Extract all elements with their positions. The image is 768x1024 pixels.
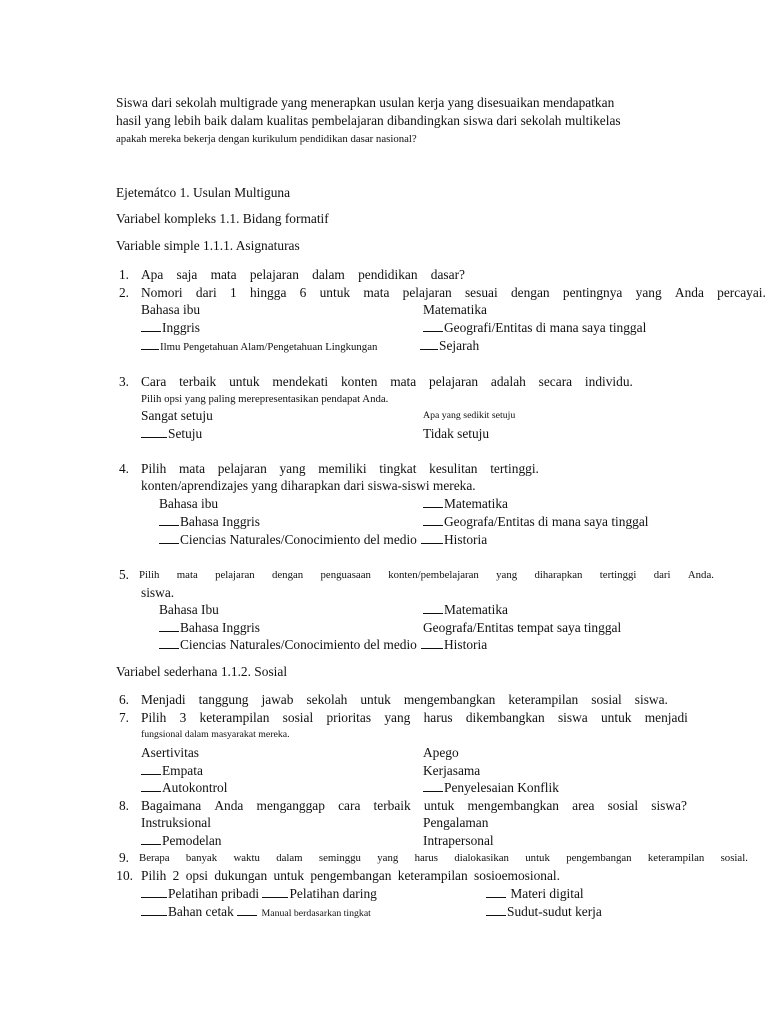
option-item[interactable]: Pengalaman <box>423 815 489 830</box>
option-item[interactable]: Instruksional <box>141 815 211 830</box>
answer-blank[interactable] <box>423 602 443 614</box>
answer-blank[interactable] <box>237 904 257 916</box>
answer-blank[interactable] <box>141 886 167 898</box>
option-item[interactable]: Matematika <box>423 302 487 317</box>
option-item[interactable]: Geografa/Entitas di mana saya tinggal <box>423 514 649 530</box>
question-2-text: Nomori dari 1 hingga 6 untuk mata pelajaran sesuai dengan pentingnya yang Anda percayai. <box>141 285 766 300</box>
answer-blank[interactable] <box>159 620 179 632</box>
question-7-text: Pilih 3 keterampilan sosial prioritas yang harus dikembangkan siswa untuk menjadi <box>141 710 688 725</box>
option-item[interactable]: Materi digital <box>486 886 584 902</box>
answer-blank[interactable] <box>486 904 506 916</box>
intro-line-1: Siswa dari sekolah multigrade yang menerapkan usulan kerja yang disesuaikan mendapatkan <box>116 95 615 110</box>
question-number: 8. <box>118 798 129 813</box>
option-item[interactable]: Asertivitas <box>141 745 200 760</box>
option-item[interactable]: Bahasa ibu <box>141 302 201 317</box>
option-item[interactable]: Sejarah <box>420 338 479 354</box>
question-4-subtext: konten/aprendizajes yang diharapkan dari siswa-siswi mereka. <box>141 478 476 493</box>
option-item[interactable]: Geografa/Entitas tempat saya tinggal <box>423 620 622 635</box>
answer-blank[interactable] <box>141 780 161 792</box>
option-item[interactable]: Bahasa Inggris <box>159 620 260 636</box>
question-number: 4. <box>118 461 129 476</box>
question-9-text: Berapa banyak waktu dalam seminggu yang harus dialokasikan untuk pengembangan keterampilan sosial. <box>139 852 748 864</box>
question-5-text: Pilih mata pelajaran dengan penguasaan konten/pembelajaran yang diharapkan tertinggi dari Anda. <box>139 569 714 581</box>
intro-line-3: apakah mereka bekerja dengan kurikulum pendidikan dasar nasional? <box>116 133 417 145</box>
option-item[interactable]: Pelatihan pribadi Pelatihan daring <box>141 886 377 902</box>
answer-blank[interactable] <box>420 338 438 350</box>
option-item[interactable]: Historia <box>421 532 487 548</box>
question-7-subtext: fungsional dalam masyarakat mereka. <box>141 729 290 740</box>
option-item[interactable]: Inggris <box>141 320 200 336</box>
question-number: 7. <box>118 710 129 725</box>
answer-blank[interactable] <box>159 532 179 544</box>
option-item[interactable]: Kerjasama <box>423 763 481 778</box>
social-variable-heading: Variabel sederhana 1.1.2. Sosial <box>116 664 288 679</box>
option-item[interactable]: Historia <box>421 637 487 653</box>
option-item[interactable]: Intrapersonal <box>423 833 494 848</box>
answer-blank[interactable] <box>423 320 443 332</box>
option-item[interactable]: Bahasa Ibu <box>159 602 219 617</box>
question-number: 6. <box>118 692 129 707</box>
question-6-text: Menjadi tanggung jawab sekolah untuk mengembangkan keterampilan sosial siswa. <box>141 692 668 707</box>
option-item[interactable]: Ilmu Pengetahuan Alam/Pengetahuan Lingkungan <box>141 338 377 355</box>
question-number: 3. <box>118 374 129 389</box>
option-item[interactable]: Empata <box>141 763 203 779</box>
option-item[interactable]: Sudut-sudut kerja <box>486 904 602 920</box>
question-5-subtext: siswa. <box>141 585 175 600</box>
answer-blank[interactable] <box>159 514 179 526</box>
question-3-subtext: Pilih opsi yang paling merepresentasikan pendapat Anda. <box>141 393 389 405</box>
question-3-text: Cara terbaik untuk mendekati konten mata pelajaran adalah secara individu. <box>141 374 633 389</box>
option-item[interactable]: Matematika <box>423 496 508 512</box>
option-item[interactable]: Ciencias Naturales/Conocimiento del medio <box>159 532 417 548</box>
question-number: 9. <box>118 850 129 865</box>
option-item[interactable]: Penyelesaian Konflik <box>423 780 559 796</box>
question-1-text: Apa saja mata pelajaran dalam pendidikan dasar? <box>141 267 465 282</box>
answer-blank[interactable] <box>141 320 161 332</box>
answer-blank[interactable] <box>421 532 443 544</box>
answer-blank[interactable] <box>423 514 443 526</box>
answer-blank[interactable] <box>423 496 443 508</box>
question-number: 1. <box>118 267 129 282</box>
answer-blank[interactable] <box>141 338 159 350</box>
option-item[interactable]: Matematika <box>423 602 508 618</box>
option-item[interactable]: Pemodelan <box>141 833 222 849</box>
axis-heading: Ejetemátco 1. Usulan Multiguna <box>116 185 291 200</box>
option-item[interactable]: Autokontrol <box>141 780 227 796</box>
answer-blank[interactable] <box>141 833 161 845</box>
question-10-text: Pilih 2 opsi dukungan untuk pengembangan keterampilan sosioemosional. <box>141 868 560 883</box>
answer-blank[interactable] <box>262 886 288 898</box>
option-item[interactable]: Ciencias Naturales/Conocimiento del medio <box>159 637 417 653</box>
option-item[interactable]: Bahan cetak Manual berdasarkan tingkat <box>141 904 371 922</box>
answer-blank[interactable] <box>423 780 443 792</box>
question-number: 10. <box>116 868 133 883</box>
answer-blank[interactable] <box>141 426 167 438</box>
option-item[interactable]: Geografi/Entitas di mana saya tinggal <box>423 320 646 336</box>
question-number: 2. <box>118 285 129 300</box>
option-item[interactable]: Sangat setuju <box>141 408 213 423</box>
question-number: 5. <box>118 567 129 582</box>
answer-blank[interactable] <box>421 637 443 649</box>
answer-blank[interactable] <box>486 886 506 898</box>
question-8-text: Bagaimana Anda menganggap cara terbaik untuk mengembangkan area sosial siswa? <box>141 798 687 813</box>
option-item[interactable]: Apa yang sedikit setuju <box>423 410 516 421</box>
simple-variable-heading: Variable simple 1.1.1. Asignaturas <box>116 238 300 253</box>
option-item[interactable]: Apego <box>423 745 459 760</box>
answer-blank[interactable] <box>141 763 161 775</box>
option-item[interactable]: Bahasa ibu <box>159 496 219 511</box>
intro-line-2: hasil yang lebih baik dalam kualitas pembelajaran dibandingkan siswa dari sekolah multikelas <box>116 113 621 128</box>
question-4-text: Pilih mata pelajaran yang memiliki tingkat kesulitan tertinggi. <box>141 461 539 476</box>
answer-blank[interactable] <box>159 637 179 649</box>
option-item[interactable]: Bahasa Inggris <box>159 514 260 530</box>
option-item[interactable]: Setuju <box>141 426 202 442</box>
option-item[interactable]: Tidak setuju <box>423 426 490 441</box>
answer-blank[interactable] <box>141 904 167 916</box>
complex-variable-heading: Variabel kompleks 1.1. Bidang formatif <box>116 211 329 226</box>
